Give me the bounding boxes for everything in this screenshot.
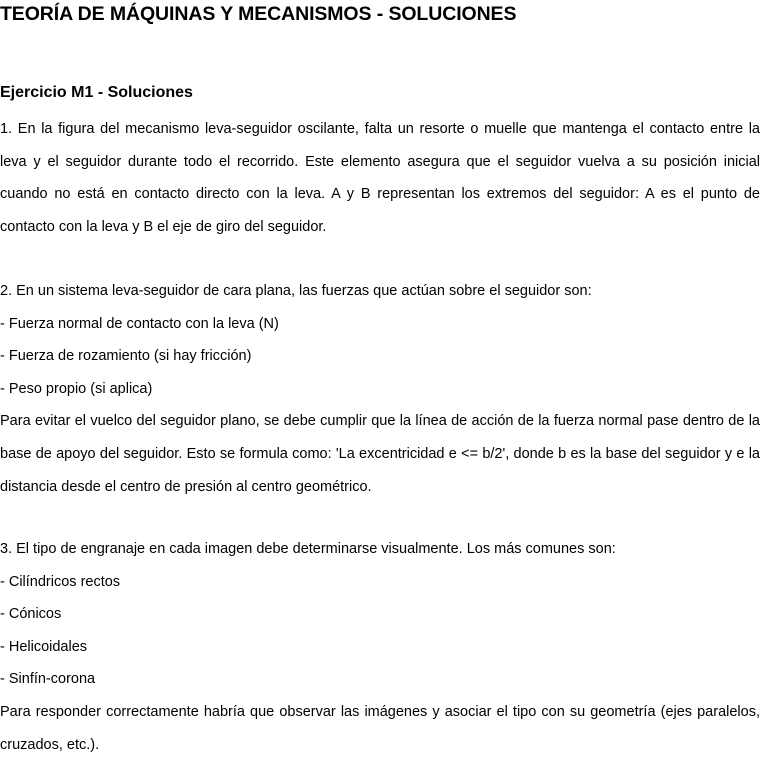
- document-title: TEORÍA DE MÁQUINAS Y MECANISMOS - SOLUCIONES: [0, 3, 517, 25]
- answer-3: [0, 533, 760, 761]
- answer-2-intro: 2. En un sistema leva-seguidor de cara plana, las fuerzas que actúan sobre el seguidor son:: [0, 283, 592, 299]
- answer-2-list-item: - Peso propio (si aplica): [0, 380, 153, 397]
- answer-1-paragraph: 1. En la figura del mecanismo leva-seguidor oscilante, falta un resorte o muelle que mantenga el contacto entre la leva y el seguidor durante todo el recorrido. Este elemento asegura que el seguidor vuelva a su posición inicial cuando no está en contacto directo con la leva. A y B representan los extremos del seguidor: A es el punto de contacto con la leva y B el eje de giro del seguidor.: [0, 121, 760, 235]
- answer-2-list-item: - Fuerza normal de contacto con la leva (N): [0, 315, 279, 332]
- answer-3-list-item: - Helicoidales: [0, 638, 88, 655]
- answer-3-list-item: - Cónicos: [0, 606, 62, 623]
- answer-2-list-item: - Fuerza de rozamiento (si hay fricción): [0, 348, 252, 365]
- answer-3-paragraph: Para responder correctamente habría que observar las imágenes y asociar el tipo con su geometría (ejes paralelos, cruzados, etc.).: [0, 703, 760, 753]
- answer-2-paragraph: Para evitar el vuelco del seguidor plano, se debe cumplir que la línea de acción de la fuerza normal pase dentro de la base de apoyo del seguidor. Esto se formula como: 'La excentricidad e <= b/2', donde b es la base del seguidor y e la distancia desde el centro de presión al centro geométrico.: [0, 413, 760, 495]
- answer-3-list-item: - Sinfín-corona: [0, 671, 96, 688]
- answer-3-intro: 3. El tipo de engranaje en cada imagen debe determinarse visualmente. Los más comunes son:: [0, 541, 616, 557]
- answer-2: [0, 275, 760, 503]
- section-title: Ejercicio M1 - Soluciones: [0, 84, 193, 101]
- answer-3-list-item: - Cilíndricos rectos: [0, 573, 121, 590]
- answer-1: [0, 113, 760, 243]
